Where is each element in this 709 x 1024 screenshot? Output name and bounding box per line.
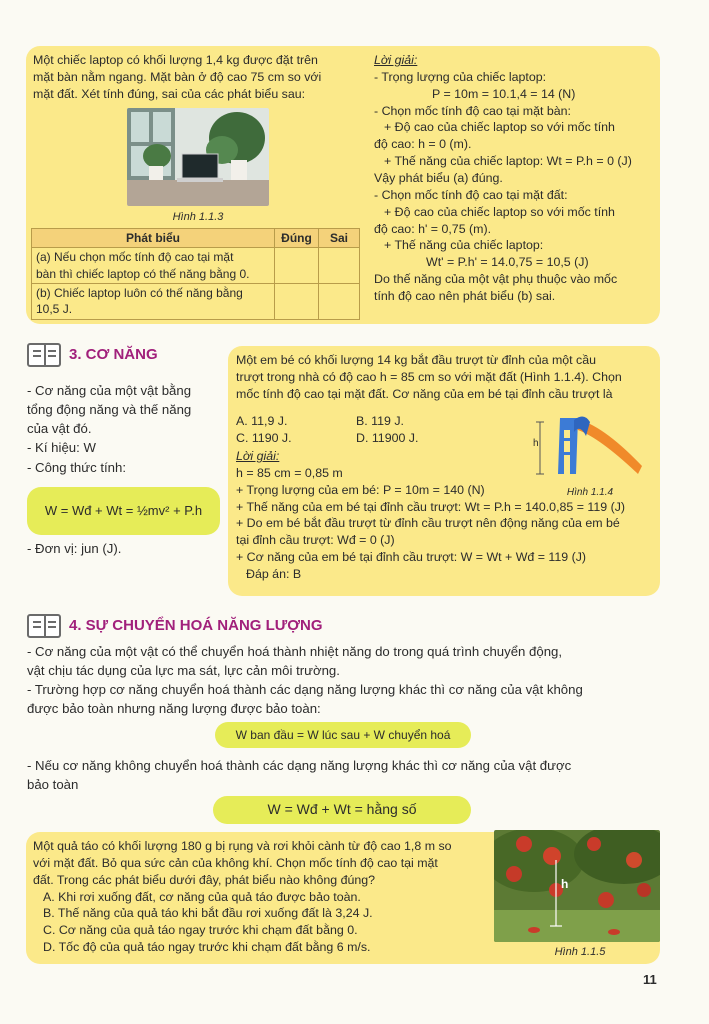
solution-line: độ cao: h' = 0,75 (m). xyxy=(374,221,492,236)
mechanical-energy-formula: W = Wđ + Wt = ½mv² + P.h xyxy=(27,487,220,535)
apple-problem-text xyxy=(33,838,493,956)
laptop-solution xyxy=(374,52,658,305)
solution-line: h = 85 cm = 0,85 m xyxy=(236,465,343,480)
cell-line: 10,5 J. xyxy=(36,302,73,317)
unit-text: - Đơn vị: jun (J). xyxy=(27,541,122,556)
solution-line: - Chọn mốc tính độ cao tại mặt đất: xyxy=(374,187,568,202)
solution-title: Lời giải: xyxy=(236,449,280,463)
problem-line: mặt bàn nằm ngang. Mặt bàn ở độ cao 75 cm so với xyxy=(33,69,322,84)
solution-line: tính độ cao nên phát biểu (b) sai. xyxy=(374,289,556,304)
table-row xyxy=(32,283,360,319)
cell-line: (b) Chiếc laptop luôn có thế năng bằng xyxy=(36,285,243,300)
height-label: h xyxy=(561,877,569,891)
laptop-photo xyxy=(127,108,269,206)
problem-line: Một quả táo có khối lượng 180 g bị rụng và rơi khỏi cành từ độ cao 1,8 m so xyxy=(33,839,452,853)
height-label: h xyxy=(533,438,539,449)
problem-line: Một em bé có khối lượng 14 kg bắt đầu trượt từ đỉnh của một cầu xyxy=(236,353,597,367)
page-number: 11 xyxy=(643,972,657,987)
problem-line: đất. Trong các phát biểu dưới đây, phát biểu nào không đúng? xyxy=(33,872,376,887)
text-line: - Kí hiệu: W xyxy=(27,440,96,456)
option-line: C. Cơ năng của quả táo ngay trước khi chạm đất bằng 0. xyxy=(43,923,358,938)
text-line: - Nếu cơ năng không chuyển hoá thành các dạng năng lượng khác thì cơ năng của vật được xyxy=(27,758,572,773)
table-cell-check[interactable] xyxy=(275,283,319,319)
solution-line: + Thế năng của em bé tại đỉnh cầu trượt: Wt = P.h = 140.0,85 = 119 (J) xyxy=(236,499,626,514)
table-header: Sai xyxy=(319,229,360,248)
solution-line: + Độ cao của chiếc laptop so với mốc tính xyxy=(384,204,615,219)
solution-line: + Do em bé bắt đầu trượt từ đỉnh cầu trượt nên động năng của em bé xyxy=(236,516,620,531)
table-cell-check[interactable] xyxy=(275,248,319,284)
open-book-icon xyxy=(27,614,61,638)
solution-line: + Độ cao của chiếc laptop so với mốc tính xyxy=(384,120,615,135)
table-header-row xyxy=(32,229,360,248)
solution-line: - Chọn mốc tính độ cao tại mặt bàn: xyxy=(374,103,571,118)
text-line: - Trường hợp cơ năng chuyển hoá thành các dạng năng lượng khác thì cơ năng của vật không xyxy=(27,682,583,698)
solution-line: Vậy phát biểu (a) đúng. xyxy=(374,171,503,186)
option-a: A. 11,9 J. xyxy=(236,414,288,428)
solution-line: + Trọng lượng của em bé: P = 10m = 140 (N) xyxy=(236,482,485,497)
mechanical-conservation-formula: W = Wđ + Wt = hằng số xyxy=(213,796,471,824)
table-header: Phát biểu xyxy=(32,229,275,248)
table-row xyxy=(32,248,360,284)
section-4-text xyxy=(27,642,667,719)
solution-line: + Thế năng của chiếc laptop: xyxy=(384,238,544,253)
text-line: bảo toàn xyxy=(27,777,79,793)
energy-conservation-formula: W ban đầu = W lúc sau + W chuyển hoá xyxy=(215,722,471,748)
slide-problem-text xyxy=(236,352,656,403)
cell-line: bàn thì chiếc laptop có thế năng bằng 0. xyxy=(36,266,250,281)
text-line: tổng động năng và thế năng xyxy=(27,402,192,418)
solution-title: Lời giải: xyxy=(374,53,418,67)
open-book-icon xyxy=(27,343,61,367)
text-line: của vật đó. xyxy=(27,421,92,437)
solution-line: P = 10m = 10.1,4 = 14 (N) xyxy=(432,86,576,101)
figure-caption: Hình 1.1.5 xyxy=(554,946,606,958)
text-line: được bảo toàn nhưng năng lượng được bảo toàn: xyxy=(27,701,321,717)
section-4-text-2 xyxy=(27,756,667,794)
solution-line: + Cơ năng của em bé tại đỉnh cầu trượt: W = Wt + Wđ = 119 (J) xyxy=(236,550,587,565)
table-cell xyxy=(32,283,275,319)
table-cell-check[interactable] xyxy=(319,283,360,319)
cell-line: (a) Nếu chọn mốc tính độ cao tại mặt xyxy=(36,250,234,265)
section-3-heading xyxy=(27,343,158,367)
laptop-problem-text xyxy=(33,52,363,103)
problem-line: với mặt đất. Bỏ qua sức cản của không khí. Chọn mốc tính độ cao tại mặt xyxy=(33,855,438,870)
problem-line: Một chiếc laptop có khối lượng 1,4 kg được đặt trên xyxy=(33,53,318,67)
option-c: C. 1190 J. xyxy=(236,431,292,445)
table-cell-check[interactable] xyxy=(319,248,360,284)
answer: Đáp án: B xyxy=(246,567,302,582)
option-b: B. 119 J. xyxy=(356,414,404,428)
figure-caption: Hình 1.1.3 xyxy=(172,211,224,223)
solution-line: tại đỉnh cầu trượt: Wđ = 0 (J) xyxy=(236,533,395,548)
figure-caption: Hình 1.1.4 xyxy=(566,487,614,498)
problem-line: mặt đất. Xét tính đúng, sai của các phát biểu sau: xyxy=(33,86,306,101)
option-line: D. Tốc độ của quả táo ngay trước khi chạm đất bằng 6 m/s. xyxy=(43,940,371,955)
solution-line: Do thế năng của một vật phụ thuộc vào mốc xyxy=(374,272,618,287)
text-line: - Cơ năng của một vật có thể chuyển hoá thành nhiệt năng do trong quá trình chuyển động, xyxy=(27,644,563,659)
problem-line: mốc tính độ cao tại mặt đất. Cơ năng của em bé tại đỉnh cầu trượt là xyxy=(236,386,613,401)
section-title: 3. CƠ NĂNG xyxy=(69,345,158,363)
option-line: B. Thế năng của quả táo khi bắt đầu rơi xuống đất là 3,24 J. xyxy=(43,906,373,921)
table-cell xyxy=(32,248,275,284)
section-4-heading xyxy=(27,614,323,638)
statement-table xyxy=(31,228,360,320)
apple-tree-photo xyxy=(494,830,660,942)
solution-line: Wt' = P.h' = 14.0,75 = 10,5 (J) xyxy=(426,255,589,270)
option-d: D. 11900 J. xyxy=(356,431,419,445)
solution-line: - Trọng lượng của chiếc laptop: xyxy=(374,69,547,84)
section-3-text xyxy=(27,381,227,477)
text-line: vật chịu tác dụng của lực ma sát, lực cản môi trường. xyxy=(27,663,340,679)
option-line: A. Khi rơi xuống đất, cơ năng của quả táo được bảo toàn. xyxy=(43,889,361,904)
section-title: 4. SỰ CHUYỂN HOÁ NĂNG LƯỢNG xyxy=(69,616,323,634)
text-line: - Công thức tính: xyxy=(27,459,126,475)
problem-line: trượt trong nhà có độ cao h = 85 cm so với mặt đất (Hình 1.1.4). Chọn xyxy=(236,369,622,384)
slide-illustration xyxy=(530,408,650,484)
solution-line: + Thế năng của chiếc laptop: Wt = P.h = 0 (J) xyxy=(384,154,632,169)
solution-line: độ cao: h = 0 (m). xyxy=(374,137,472,152)
text-line: - Cơ năng của một vật bằng xyxy=(27,383,192,398)
table-header: Đúng xyxy=(275,229,319,248)
